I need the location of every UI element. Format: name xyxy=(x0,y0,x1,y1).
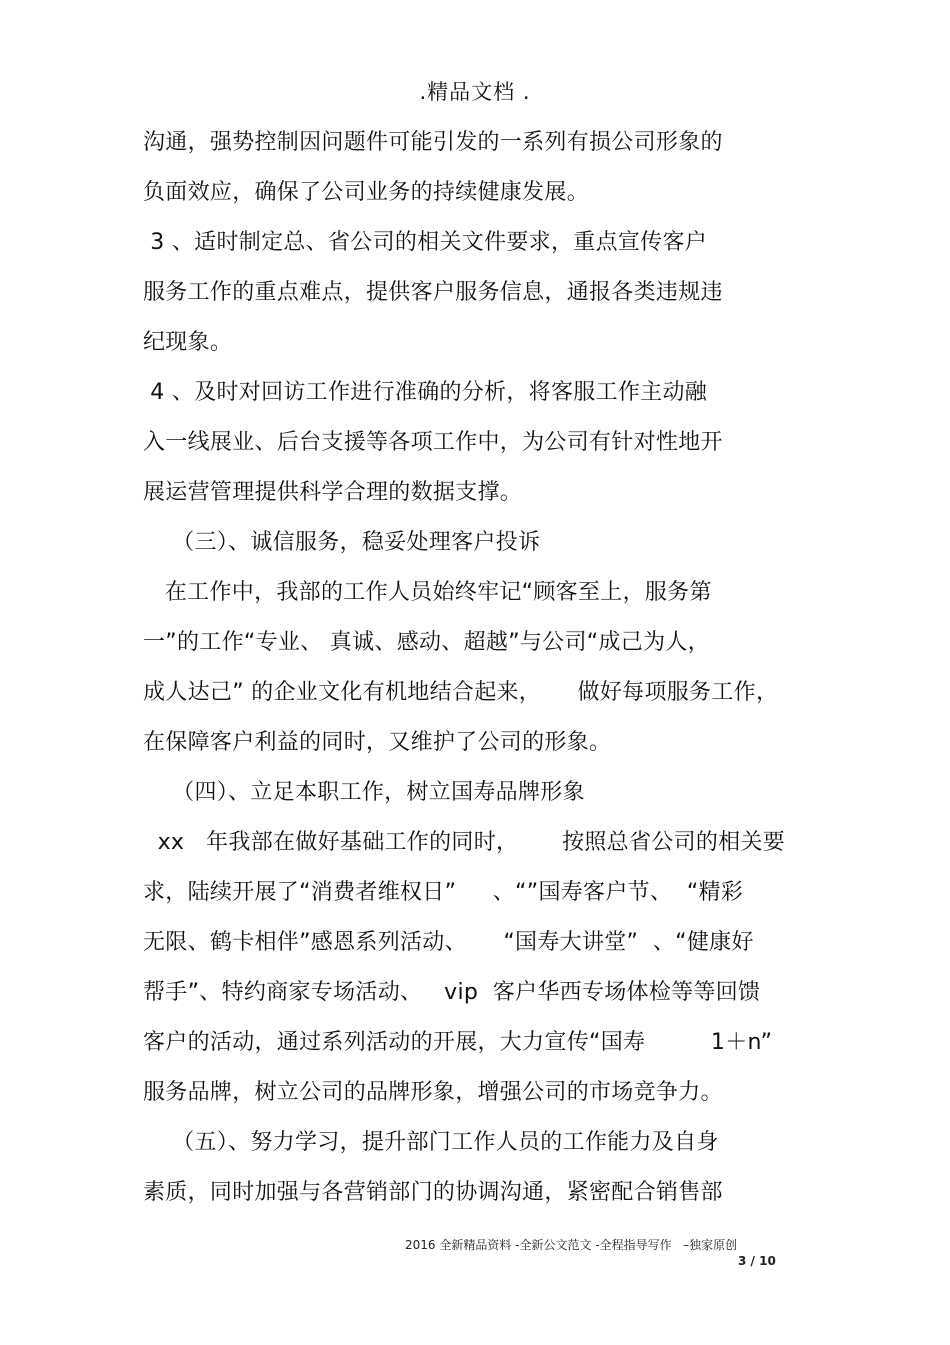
section-heading: （四）、立足本职工作，树立国寿品牌形象 xyxy=(143,780,585,805)
page-number: 3 / 10 xyxy=(738,1254,776,1268)
text-line: 无限、鹤卡相伴”感恩系列活动、 “国寿大讲堂” 、“健康好 xyxy=(143,930,754,955)
text-line: 沟通，强势控制因问题件可能引发的一系列有损公司形象的 xyxy=(143,130,723,155)
text-line: 成人达己” 的企业文化有机地结合起来， 做好每项服务工作， xyxy=(143,680,779,705)
section-heading: （五）、努力学习，提升部门工作人员的工作能力及自身 xyxy=(143,1130,719,1155)
text-line: 客户的活动，通过系列活动的开展，大力宣传“国寿 1＋n” xyxy=(143,1030,773,1055)
text-line: 3 、适时制定总、省公司的相关文件要求，重点宣传客户 xyxy=(143,230,708,255)
text-line: 在工作中，我部的工作人员始终牢记“顾客至上，服务第 xyxy=(143,580,712,605)
section-heading: （三）、诚信服务，稳妥处理客户投诉 xyxy=(143,530,541,555)
text-line: 服务工作的重点难点，提供客户服务信息，通报各类违规违 xyxy=(143,280,723,305)
text-line: 入一线展业、后台支援等各项工作中，为公司有针对性地开 xyxy=(143,430,723,455)
footer-note: 2016 全新精品资料 -全新公文范文 -全程指导写作 –独家原创 xyxy=(405,1238,738,1252)
text-line: xx 年我部在做好基础工作的同时， 按照总省公司的相关要 xyxy=(143,830,786,855)
text-line: 求，陆续开展了“消费者维权日” 、“”国寿客户节、 “精彩 xyxy=(143,880,744,905)
text-line: 在保障客户利益的同时，又维护了公司的形象。 xyxy=(143,730,612,755)
text-line: 帮手”、特约商家专场活动、 vip 客户华西专场体检等等回馈 xyxy=(143,980,761,1005)
page-header: .精品文档 . xyxy=(419,80,531,104)
text-line: 展运营管理提供科学合理的数据支撑。 xyxy=(143,480,523,505)
text-line: 素质，同时加强与各营销部门的协调沟通，紧密配合销售部 xyxy=(143,1180,723,1205)
text-line: 4 、及时对回访工作进行准确的分析，将客服工作主动融 xyxy=(143,380,708,405)
text-line: 负面效应，确保了公司业务的持续健康发展。 xyxy=(143,180,590,205)
text-line: 服务品牌，树立公司的品牌形象，增强公司的市场竞争力。 xyxy=(143,1080,723,1105)
text-line: 一”的工作“专业、 真诚、感动、超越”与公司“成己为人， xyxy=(143,630,710,655)
text-line: 纪现象。 xyxy=(143,330,233,355)
